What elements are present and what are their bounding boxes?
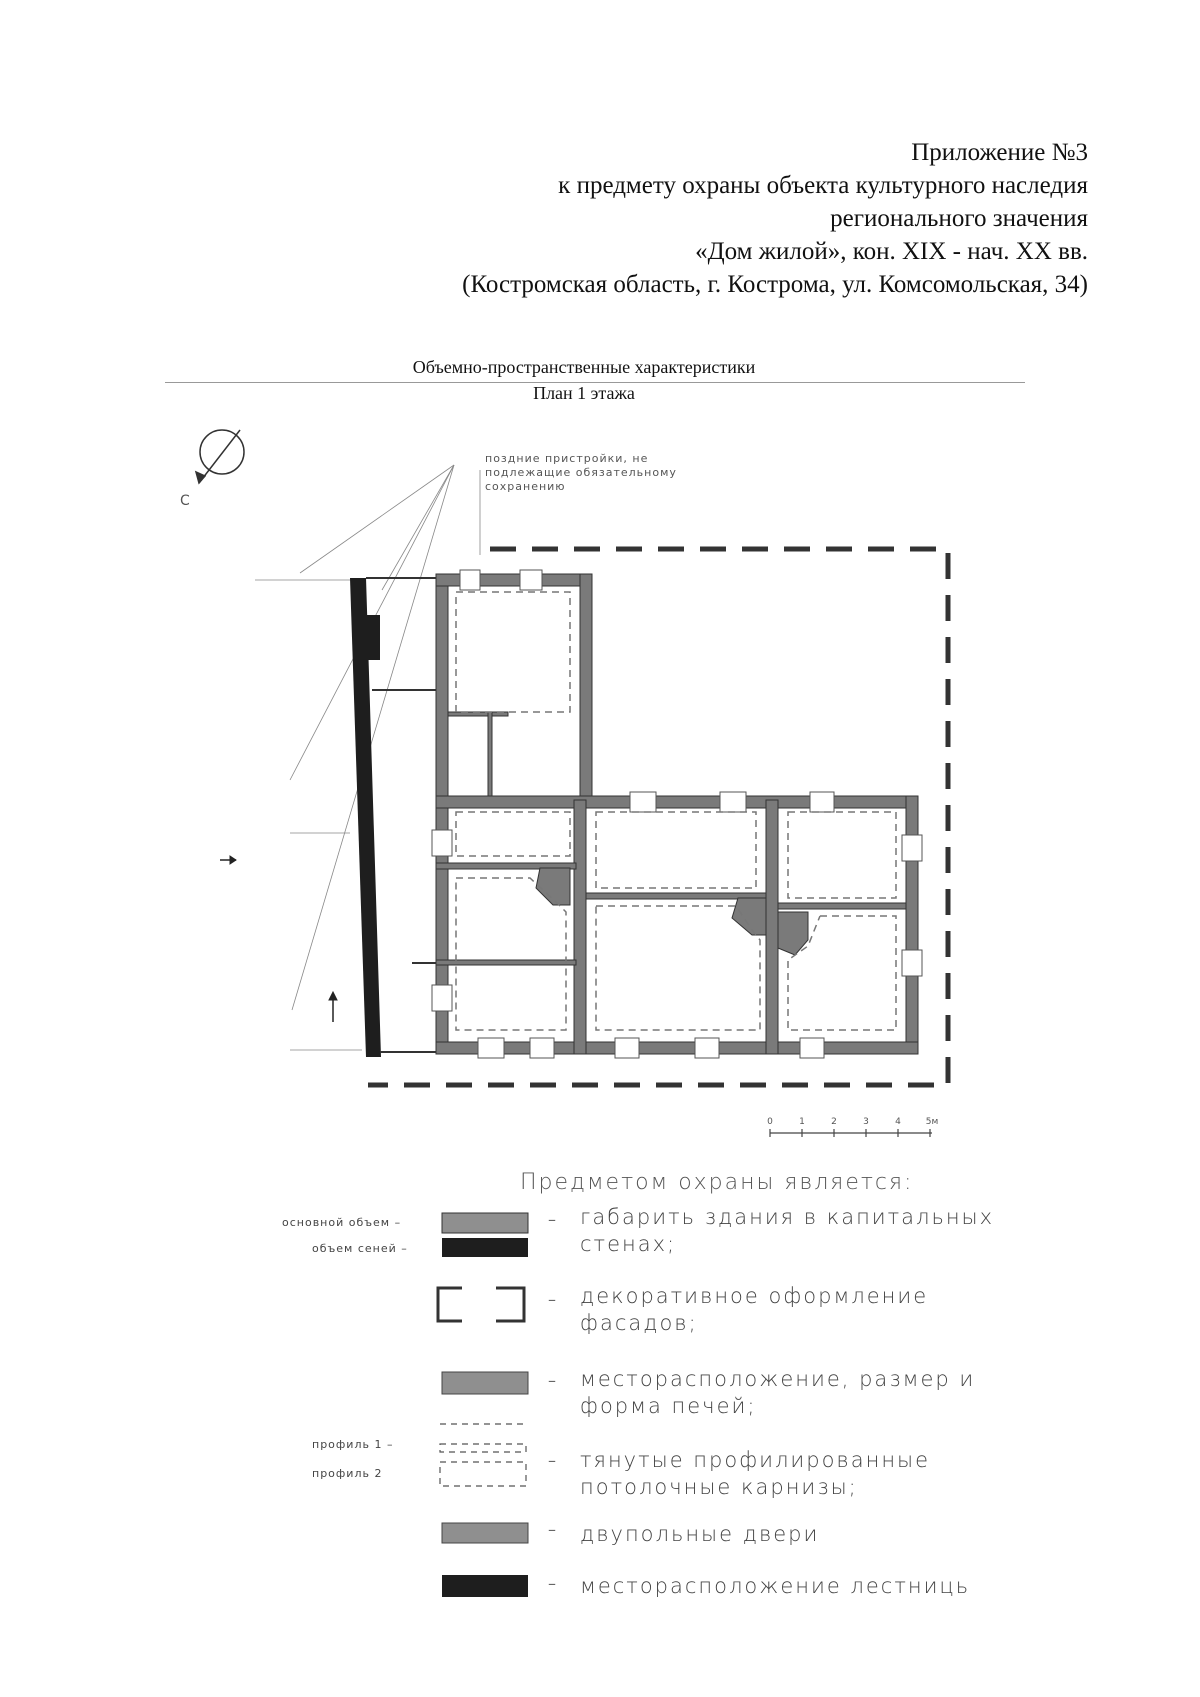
- window: [432, 830, 452, 856]
- object-address: (Костромская область, г. Кострома, ул. Комсомольская, 34): [462, 271, 1088, 298]
- facade-decoration-outline: [368, 549, 948, 1085]
- legend-dash: –: [548, 1451, 556, 1470]
- annex-structures: [350, 578, 440, 1057]
- annex-note-line3: сохранению: [485, 480, 566, 493]
- legend-label-profile-1: профиль 1 –: [312, 1438, 394, 1451]
- entry-arrow-head: [230, 856, 236, 864]
- window: [630, 792, 656, 812]
- stove: [732, 898, 766, 935]
- north-label: С: [180, 493, 190, 509]
- cornice-outline: [456, 812, 570, 856]
- annex-note-line1: поздние пристройки, не: [485, 452, 649, 465]
- legend-text-stairs: месторасположение лестниць: [580, 1574, 971, 1598]
- wall-interior-2: [766, 800, 778, 1054]
- swatch-double-doors: [442, 1523, 528, 1543]
- appendix-subject-line: к предмету охраны объекта культурного наследия: [558, 172, 1088, 199]
- north-arrow-head: [196, 472, 205, 483]
- swatch-facade-bracket-left: [438, 1288, 462, 1321]
- legend-label-profile-2: профиль 2: [312, 1467, 383, 1480]
- wall-mid-horizontal: [436, 796, 912, 808]
- legend-text-main-volume: габарить здания в капитальных стенах;: [580, 1205, 995, 1256]
- arrow-marks: [220, 856, 337, 1022]
- annex-note-line2: подлежащие обязательному: [485, 466, 677, 479]
- capital-walls: [436, 574, 918, 1054]
- stove: [536, 868, 570, 905]
- window: [810, 792, 834, 812]
- window: [460, 570, 480, 590]
- cornice-outline: [596, 812, 756, 888]
- scale-label: 3: [863, 1117, 869, 1127]
- appendix-number: Приложение №3: [911, 139, 1088, 166]
- scale-labels: [767, 1117, 938, 1127]
- legend-label-entrance-volume: объем сеней –: [312, 1242, 408, 1255]
- swatch-facade-bracket-right: [496, 1288, 524, 1321]
- window-openings: [432, 570, 922, 1058]
- window: [720, 792, 746, 812]
- swatch-facade-decoration: [438, 1288, 524, 1321]
- wall-interior-5: [778, 903, 906, 909]
- legend-text-facade-decoration: декоративное оформление фасадов;: [580, 1284, 929, 1335]
- wall-east-block1: [580, 574, 592, 806]
- scale-bar: [770, 1129, 932, 1137]
- legend-dash: –: [548, 1520, 556, 1539]
- legend-dash: –: [548, 1371, 556, 1390]
- legend-text-cornices: тянутые профилированные потолочные карнизы;: [580, 1448, 931, 1499]
- swatch-profile-1: [440, 1444, 526, 1452]
- cornice-outline: [788, 812, 896, 898]
- scale-label: 4: [895, 1117, 901, 1127]
- cornice-outline: [596, 906, 760, 1030]
- north-arrow-circle: [200, 430, 244, 474]
- scale-label: 5м: [925, 1117, 939, 1127]
- scale-label: 1: [799, 1117, 805, 1127]
- window: [615, 1038, 639, 1058]
- swatch-entrance-volume: [442, 1238, 528, 1257]
- legend-title: Предметом охраны является:: [520, 1170, 914, 1195]
- legend-dash: –: [548, 1290, 556, 1309]
- legend-label-main-volume: основной объем –: [282, 1216, 402, 1229]
- swatch-stoves: [442, 1372, 528, 1394]
- legend-text-double-doors: двупольные двери: [580, 1522, 820, 1546]
- swatch-profile-2: [440, 1462, 526, 1486]
- legend-text-stoves: месторасположение, размер и форма печей;: [580, 1367, 976, 1418]
- window: [902, 950, 922, 976]
- annex-stair: [366, 615, 380, 660]
- swatch-main-volume: [442, 1213, 528, 1233]
- wall-interior-6: [436, 960, 576, 965]
- facade-outline-path: [368, 549, 948, 1085]
- cornice-outline: [456, 592, 570, 712]
- window: [432, 985, 452, 1011]
- legend-dash: –: [548, 1574, 556, 1593]
- swatch-stairs: [442, 1575, 528, 1597]
- north-arrow: [196, 430, 244, 483]
- plan-title: План 1 этажа: [533, 383, 635, 403]
- legend-dash: –: [548, 1210, 556, 1229]
- wall-west: [436, 574, 448, 1054]
- window: [478, 1038, 504, 1058]
- wall-south: [436, 1042, 918, 1054]
- wall-north-block1: [436, 574, 586, 586]
- scale-label: 2: [831, 1117, 837, 1127]
- legend-swatches: [438, 1213, 528, 1597]
- section-title: Объемно-пространственные характеристики: [412, 357, 756, 377]
- appendix-significance: регионального значения: [830, 205, 1088, 232]
- swatch-cornice-profiles: [440, 1424, 526, 1486]
- leader-line: [382, 465, 454, 590]
- window: [800, 1038, 824, 1058]
- scale-label: 0: [767, 1117, 773, 1127]
- window: [902, 835, 922, 861]
- stair-arrow-head: [329, 992, 337, 1000]
- window: [520, 570, 542, 590]
- wall-interior-8: [488, 712, 492, 796]
- window: [695, 1038, 719, 1058]
- leader-line: [300, 465, 454, 573]
- object-name: «Дом жилой», кон. XIX - нач. XX вв.: [695, 238, 1088, 265]
- wall-interior-1: [574, 800, 586, 1054]
- window: [530, 1038, 554, 1058]
